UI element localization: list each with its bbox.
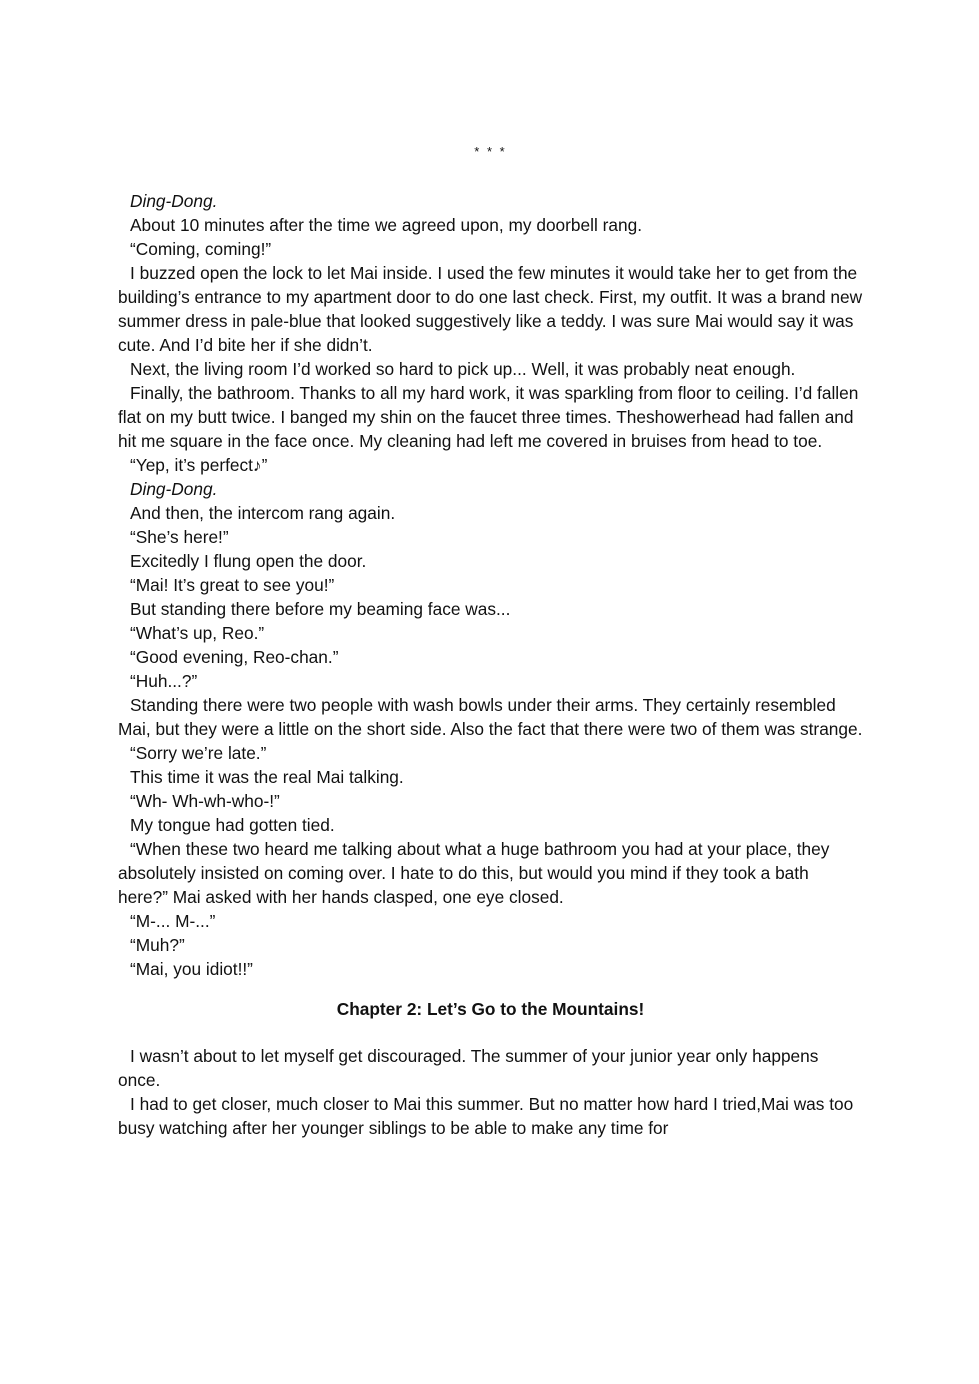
paragraph: Next, the living room I’d worked so hard to pick up... Well, it was probably neat enough.: [130, 359, 796, 379]
paragraph: I had to get closer, much closer to Mai this summer. But no matter how hard I tried,Mai was too busy watching after her younger siblings to be able to make any time for: [118, 1094, 854, 1138]
paragraph: “Mai! It’s great to see you!”: [130, 575, 335, 595]
paragraph: “Mai, you idiot!!”: [130, 959, 253, 979]
paragraph: Standing there were two people with wash bowls under their arms. They certainly resembled Mai, but they were a little on the short side. Also the fact that there were two of them was strange.: [118, 695, 863, 739]
paragraph: “What’s up, Reo.”: [130, 623, 265, 643]
paragraph: “Yep, it’s perfect♪”: [130, 455, 268, 475]
document-page: [118, 140, 863, 1140]
section-1-body: [118, 189, 863, 981]
chapter-heading: Chapter 2: Let’s Go to the Mountains!: [336, 999, 645, 1019]
paragraph: Finally, the bathroom. Thanks to all my hard work, it was sparkling from floor to ceiling. I’d fallen flat on my butt twice. I banged my shin on the faucet three times. Theshowerhead had fallen and hit me square in the face once. My cleaning had left me covered in bruises from head to toe.: [118, 383, 859, 451]
paragraph: But standing there before my beaming face was...: [130, 599, 511, 619]
paragraph: “Wh- Wh-wh-who-!”: [130, 791, 280, 811]
scene-break: * * *: [474, 144, 507, 159]
paragraph: Ding-Dong.: [130, 479, 218, 499]
section-2-body: [118, 1044, 863, 1140]
paragraph: “Good evening, Reo-chan.”: [130, 647, 339, 667]
paragraph: This time it was the real Mai talking.: [130, 767, 404, 787]
paragraph: I buzzed open the lock to let Mai inside. I used the few minutes it would take her to get from the building’s entrance to my apartment door to do one last check. First, my outfit. It was a brand new summer dress in pale-blue that looked suggestively like a teddy. I was sure Mai would say it was cute. And I’d bite her if she didn’t.: [118, 263, 863, 355]
paragraph: I wasn’t about to let myself get discouraged. The summer of your junior year only happens once.: [118, 1046, 819, 1090]
paragraph: “M-... M-...”: [130, 911, 216, 931]
paragraph: Excitedly I flung open the door.: [130, 551, 367, 571]
paragraph: “Coming, coming!”: [130, 239, 272, 259]
paragraph: “She’s here!”: [130, 527, 229, 547]
paragraph: “Sorry we’re late.”: [130, 743, 267, 763]
paragraph: “Huh...?”: [130, 671, 198, 691]
paragraph: “Muh?”: [130, 935, 185, 955]
paragraph: And then, the intercom rang again.: [130, 503, 396, 523]
paragraph: Ding-Dong.: [130, 191, 218, 211]
paragraph: About 10 minutes after the time we agreed upon, my doorbell rang.: [130, 215, 643, 235]
paragraph: My tongue had gotten tied.: [130, 815, 335, 835]
paragraph: “When these two heard me talking about what a huge bathroom you had at your place, they absolutely insisted on coming over. I hate to do this, but would you mind if they took a bath here?” Mai asked with her hands clasped, one eye closed.: [118, 839, 830, 907]
